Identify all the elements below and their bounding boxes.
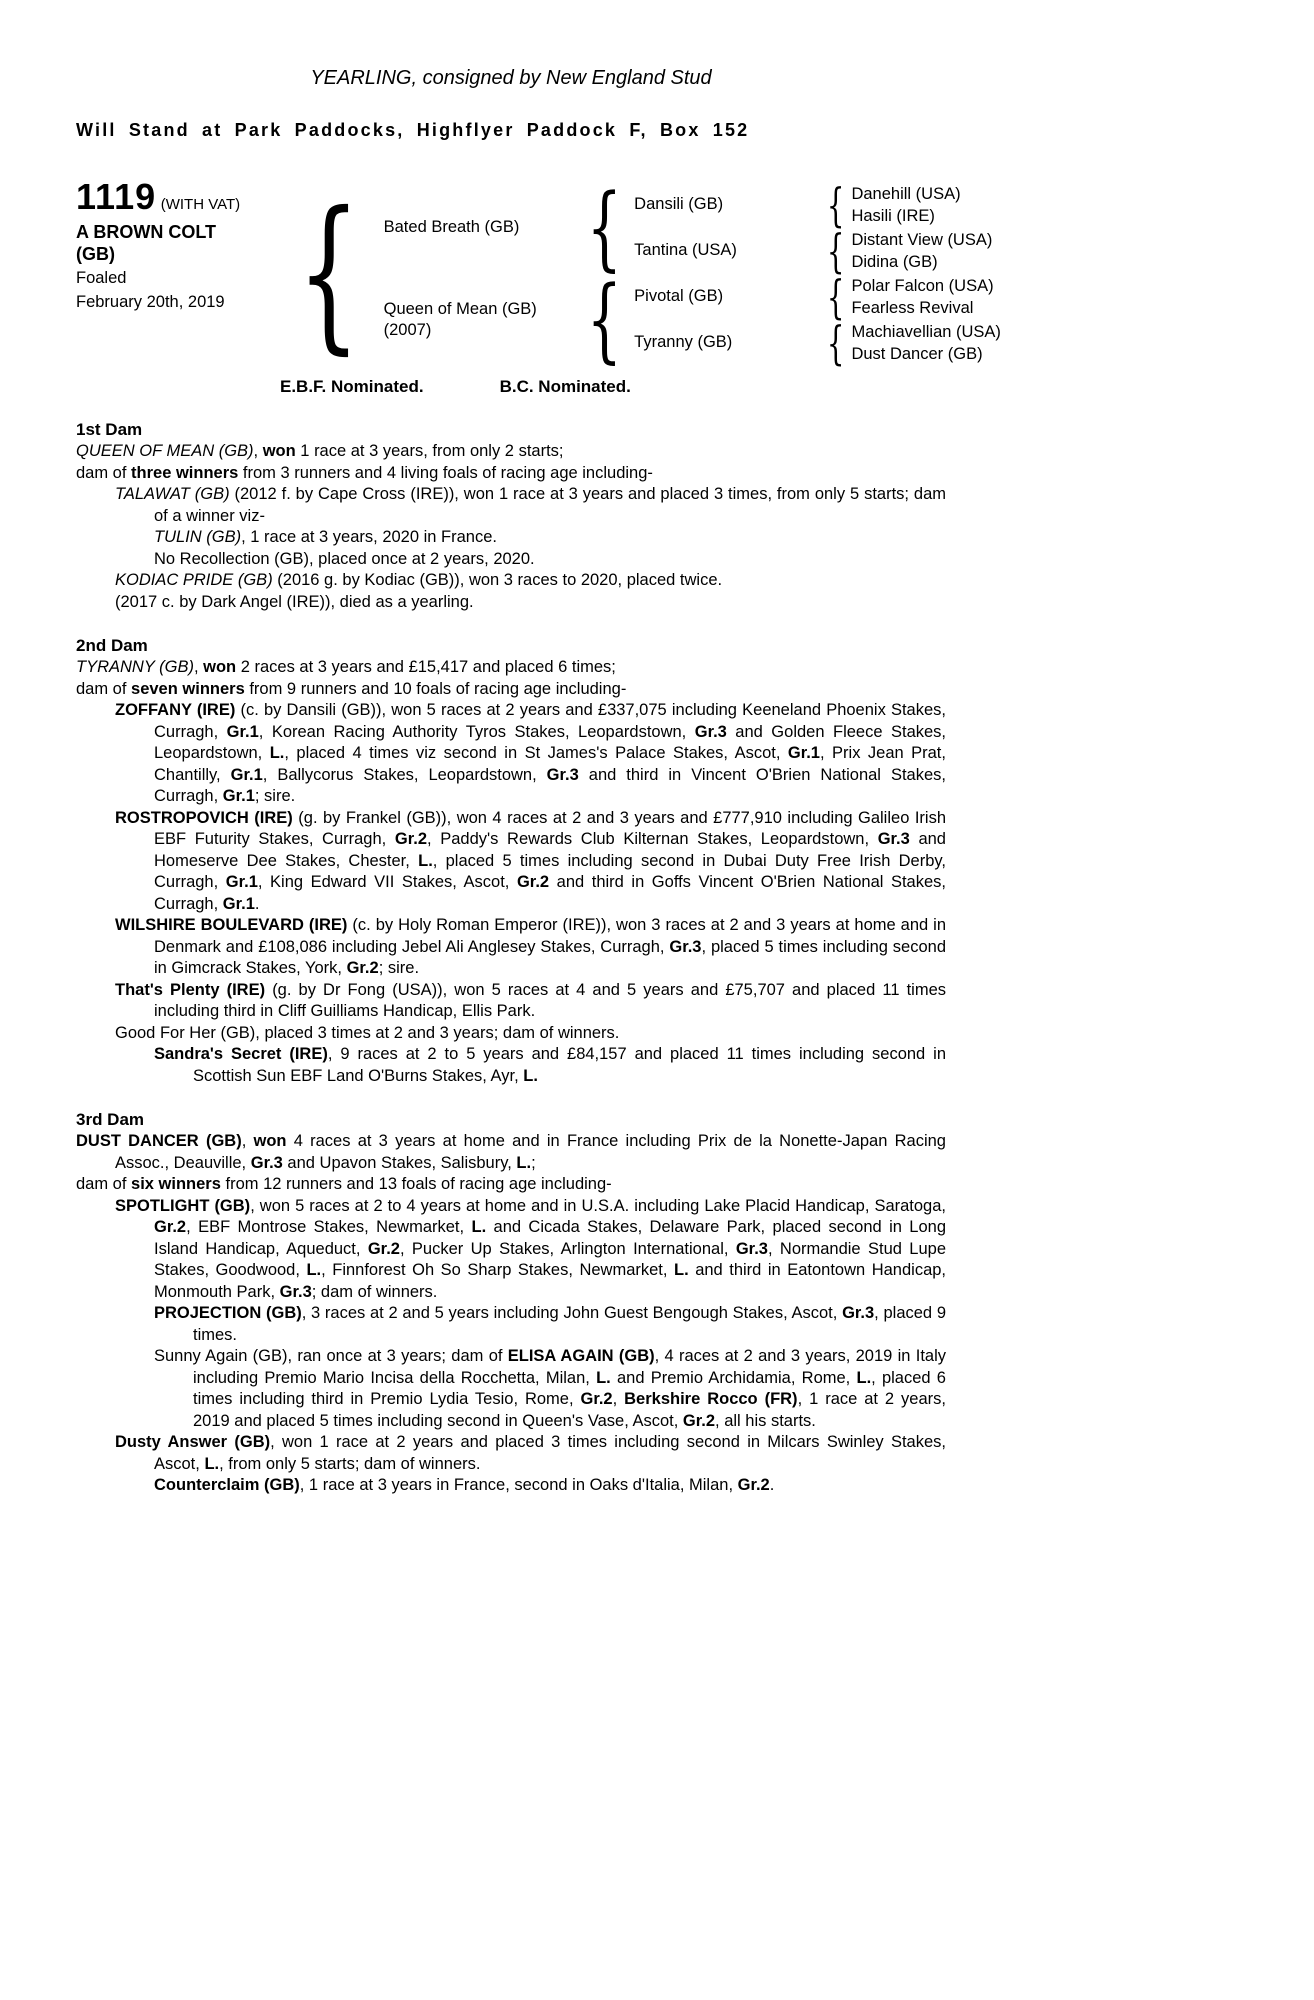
text-segment: Gr.1: [222, 894, 255, 913]
text-segment: , 1 race at 2 years, 2019 and placed 5 times including second in Queen's Vase, Ascot,: [193, 1390, 946, 1430]
pedigree-tree: [276, 173, 1001, 373]
text-segment: , 1 race at 3 years, 2020 in France.: [241, 528, 497, 546]
text-segment: Gr.2: [737, 1476, 770, 1494]
dam-sire-sire-name: Polar Falcon (USA): [851, 276, 994, 295]
text-segment: from 3 runners and 4 living foals of racing age including-: [238, 463, 653, 482]
dam-dam-sire-name: Machiavellian (USA): [851, 322, 1001, 341]
text-segment: SPOTLIGHT (GB): [115, 1196, 251, 1215]
text-segment: No Recollection (GB), placed once at 2 years, 2020.: [154, 549, 535, 568]
dam-sire-brace-icon: {: [827, 269, 845, 324]
dam-heading: 1st Dam: [76, 420, 143, 439]
text-segment: , 1 race at 3 years in France, second in Oaks d'Italia, Milan,: [299, 1476, 738, 1494]
text-segment: , placed 4 times viz second in St James's Palace Stakes, Ascot,: [284, 744, 788, 762]
text-segment: L.: [471, 1218, 487, 1236]
vat-note: (WITH VAT): [160, 195, 241, 213]
text-segment: ROSTROPOVICH (IRE): [115, 808, 293, 827]
dam-sire-name: Pivotal (GB): [634, 287, 724, 305]
text-segment: That's Plenty (IRE): [115, 980, 266, 999]
text-segment: , Finnforest Oh So Sharp Stakes, Newmarket,: [321, 1261, 674, 1279]
stand-location: Will Stand at Park Paddocks, Highflyer Paddock F, Box 152: [76, 120, 750, 140]
text-segment: , won 5 races at 2 to 4 years at home and in U.S.A. including Lake Placid Handicap, Saratoga,: [250, 1196, 946, 1215]
dam-dam-brace-icon: {: [827, 315, 845, 370]
text-segment: L.: [204, 1454, 220, 1473]
text-segment: Gr.1: [225, 873, 258, 891]
sire-sire-name: Dansili (GB): [634, 195, 724, 213]
dam-dam-dam-name: Dust Dancer (GB): [851, 344, 983, 363]
sire-dam-parents: [851, 228, 992, 274]
text-segment: Gr.2: [580, 1390, 613, 1408]
text-segment: and third in Goffs Vincent O'Brien National Stakes, Curragh,: [154, 873, 946, 913]
dam-brace-icon: {: [586, 265, 622, 373]
text-segment: from 12 runners and 13 foals of racing age including-: [220, 1175, 612, 1193]
text-segment: 4 races at 3 years at home and in France including Prix de la Nonette-Japan Racing Assoc., Deauville,: [115, 1132, 946, 1172]
text-segment: TULIN (GB): [154, 528, 242, 546]
sire-brace-icon: {: [586, 173, 622, 281]
text-segment: , 3 races at 2 and 5 years including John Guest Bengough Stakes, Ascot,: [301, 1304, 843, 1322]
pedigree-paragraph: [76, 1475, 946, 1497]
text-segment: , from only 5 starts; dam of winners.: [219, 1454, 481, 1473]
dam-name-text: Queen of Mean (GB): [383, 299, 537, 318]
text-segment: WILSHIRE BOULEVARD (IRE): [115, 916, 348, 934]
pedigree-paragraph: [76, 484, 946, 527]
text-segment: and Golden Fleece Stakes, Leopardstown,: [154, 722, 947, 762]
text-segment: (c. by Holy Roman Emperor (IRE)), won 3 races at 2 and 3 years at home and in Denmark and £108,086 including Jebel Ali Anglesey Stakes, Curragh,: [154, 916, 946, 956]
dam-sections: [76, 419, 946, 1497]
lot-info: [76, 175, 276, 314]
text-segment: and third in Vincent O'Brien National Stakes, Curragh,: [154, 765, 946, 805]
pedigree-paragraph: [76, 592, 946, 614]
text-segment: three winners: [131, 463, 239, 482]
sire-branch: [383, 173, 1001, 281]
pedigree-paragraph: [76, 1346, 946, 1432]
foaled-date: February 20th, 2019: [76, 293, 225, 311]
generation-1: [383, 173, 1001, 373]
text-segment: , Korean Racing Authority Tyros Stakes, Leopardstown,: [258, 722, 695, 741]
pedigree-paragraph: [76, 527, 946, 549]
text-segment: L.: [516, 1153, 532, 1172]
pedigree-paragraph: [76, 808, 946, 916]
dam-branch: [383, 265, 1001, 373]
consignment-title: YEARLING, consigned by New England Stud: [310, 67, 712, 89]
text-segment: won: [253, 1132, 287, 1150]
text-segment: ,: [612, 1390, 625, 1408]
text-segment: Berkshire Rocco (FR): [624, 1390, 798, 1408]
text-segment: , 9 races at 2 to 5 years and £84,157 and placed 11 times including second in Scottish Sun EBF Land O'Burns Stakes, Ayr,: [193, 1045, 947, 1085]
text-segment: Gr.1: [226, 722, 259, 741]
text-segment: seven winners: [131, 679, 245, 698]
horse-description: A BROWN COLT (GB): [76, 222, 216, 264]
text-segment: from 9 runners and 10 foals of racing age including-: [244, 679, 627, 698]
text-segment: six winners: [131, 1175, 221, 1193]
text-segment: Gr.3: [669, 937, 702, 956]
pedigree-paragraph: [76, 1131, 946, 1174]
text-segment: Gr.2: [346, 959, 379, 977]
text-segment: L.: [269, 744, 285, 762]
text-segment: QUEEN OF MEAN (GB): [76, 442, 254, 460]
text-segment: Gr.3: [279, 1282, 312, 1301]
text-segment: L.: [596, 1368, 611, 1387]
text-segment: Gr.3: [546, 765, 579, 784]
text-segment: and third in Eatontown Handicap, Monmouth Park,: [154, 1261, 947, 1301]
text-segment: dam of: [76, 679, 132, 698]
pedigree-paragraph: [76, 700, 946, 808]
text-segment: L.: [306, 1261, 322, 1279]
text-segment: , placed 5 times including second in Dubai Duty Free Irish Derby, Curragh,: [154, 851, 946, 891]
dam-year-text: (2007): [383, 320, 432, 339]
dam-sire-dam-name: Fearless Revival: [851, 298, 974, 317]
sire-sire-parents: [851, 182, 960, 228]
text-segment: , Prix Jean Prat, Chantilly,: [154, 744, 946, 784]
text-segment: ; sire.: [378, 959, 420, 977]
text-segment: ,: [253, 442, 263, 460]
text-segment: 2 races at 3 years and £15,417 and placed 6 times;: [236, 658, 616, 676]
text-segment: , all his starts.: [715, 1411, 816, 1430]
ebf-nominated: E.B.F. Nominated.: [280, 376, 424, 396]
pedigree-paragraph: [76, 1044, 946, 1087]
text-segment: ;: [531, 1153, 536, 1172]
text-segment: , Paddy's Rewards Club Kilternan Stakes, Leopardstown,: [427, 830, 878, 848]
text-segment: Gr.3: [877, 830, 910, 848]
text-segment: ; sire.: [254, 787, 296, 805]
text-segment: (g. by Dr Fong (USA)), won 5 races at 4 and 5 years and £75,707 and placed 11 times including third in Cliff Guilliams Handicap, Ellis Park.: [154, 980, 946, 1020]
text-segment: , placed 6 times including third in Premio Lydia Tesio, Rome,: [193, 1368, 946, 1408]
catalog-page: [76, 0, 1001, 1497]
text-segment: and Upavon Stakes, Salisbury,: [282, 1153, 517, 1172]
text-segment: TYRANNY (GB): [76, 658, 194, 676]
sire-dam-dam-name: Didina (GB): [851, 252, 938, 271]
dam-dam-parents: [851, 320, 1000, 366]
pedigree-paragraph: [76, 1303, 946, 1346]
text-segment: Gr.3: [694, 722, 727, 741]
text-segment: (g. by Frankel (GB)), won 4 races at 2 and 3 years and £777,910 including Galileo Irish EBF Futurity Stakes, Curragh,: [154, 808, 946, 848]
text-segment: .: [254, 894, 260, 913]
text-segment: ZOFFANY (IRE): [115, 701, 236, 719]
text-segment: PROJECTION (GB): [154, 1304, 302, 1322]
pedigree-block: [76, 173, 1001, 373]
text-segment: Gr.2: [154, 1218, 187, 1236]
text-segment: Sandra's Secret (IRE): [154, 1045, 328, 1063]
pedigree-paragraph: [76, 1023, 946, 1045]
lot-number-line: [76, 175, 276, 217]
text-segment: , 4 races at 2 and 3 years, 2019 in Italy including Premio Mario Incisa della Rocchetta, Milan,: [193, 1347, 946, 1387]
text-segment: ,: [241, 1132, 254, 1150]
pedigree-paragraph: [76, 1174, 946, 1196]
pedigree-paragraph: [76, 463, 946, 485]
text-segment: KODIAC PRIDE (GB): [115, 571, 273, 589]
text-segment: L.: [523, 1066, 538, 1085]
pedigree-paragraph: [76, 441, 946, 463]
sire-parents: [634, 177, 993, 278]
sire-dam-branch: [634, 223, 993, 278]
nominations: [280, 376, 946, 398]
sire-sire-branch: [634, 177, 992, 232]
text-segment: dam of: [76, 463, 132, 482]
dam-parents: [634, 269, 1001, 370]
text-segment: (c. by Dansili (GB)), won 5 races at 2 years and £337,075 including Keeneland Phoenix Stakes, Curragh,: [154, 701, 946, 741]
dam-dam-branch: [634, 315, 1001, 370]
dam-name: [384, 299, 574, 341]
dam-sire-branch: [634, 269, 1001, 324]
dam-heading: 3rd Dam: [76, 1110, 145, 1129]
text-segment: , Normandie Stud Lupe Stakes, Goodwood,: [154, 1239, 946, 1279]
text-segment: , Pucker Up Stakes, Arlington International,: [399, 1239, 736, 1258]
text-segment: L.: [674, 1261, 689, 1279]
text-segment: L.: [856, 1368, 872, 1387]
text-segment: , King Edward VII Stakes, Ascot,: [257, 873, 517, 891]
lot-number: 1119: [76, 175, 157, 217]
text-segment: Gr.2: [516, 873, 550, 891]
text-segment: Good For Her (GB), placed 3 times at 2 and 3 years; dam of winners.: [115, 1023, 620, 1042]
text-segment: Gr.2: [367, 1239, 400, 1258]
text-segment: .: [769, 1476, 775, 1494]
text-segment: (2017 c. by Dark Angel (IRE)), died as a yearling.: [115, 592, 474, 611]
text-segment: ; dam of winners.: [311, 1282, 438, 1301]
root-brace-icon: {: [297, 176, 361, 370]
text-segment: and Premio Archidamia, Rome,: [610, 1368, 857, 1387]
text-segment: Gr.2: [394, 830, 427, 848]
text-segment: , placed 5 times including second in Gimcrack Stakes, York,: [154, 937, 947, 977]
text-segment: , placed 9 times.: [193, 1304, 946, 1344]
dam-heading: 2nd Dam: [76, 636, 148, 655]
text-segment: , won 1 race at 2 years and placed 3 times including second in Milcars Swinley Stakes, Ascot,: [154, 1433, 946, 1473]
text-segment: ELISA AGAIN (GB): [507, 1347, 655, 1365]
text-segment: Sunny Again (GB), ran once at 3 years; dam of: [154, 1347, 508, 1365]
sire-name: [384, 217, 574, 238]
pedigree-paragraph: [76, 1196, 946, 1304]
pedigree-paragraph: [76, 549, 946, 571]
text-segment: Gr.1: [222, 787, 255, 805]
text-segment: DUST DANCER (GB): [76, 1132, 242, 1150]
text-segment: Gr.1: [230, 765, 263, 784]
text-segment: Counterclaim (GB): [154, 1476, 300, 1494]
text-segment: dam of: [76, 1175, 132, 1193]
bc-nominated: B.C. Nominated.: [499, 376, 631, 396]
sire-dam-sire-name: Distant View (USA): [851, 230, 993, 249]
pedigree-paragraph: [76, 657, 946, 679]
text-segment: won: [203, 658, 237, 676]
pedigree-paragraph: [76, 679, 946, 701]
text-segment: 1 race at 3 years, from only 2 starts;: [295, 442, 564, 460]
text-segment: Gr.1: [787, 744, 820, 762]
text-segment: L.: [418, 851, 433, 870]
dam-dam-name: Tyranny (GB): [634, 333, 733, 351]
text-segment: Gr.2: [682, 1411, 716, 1430]
text-segment: Gr.3: [250, 1153, 283, 1172]
text-segment: Gr.3: [735, 1239, 768, 1258]
sire-sire-sire-name: Danehill (USA): [851, 184, 961, 203]
sire-sire-brace-icon: {: [827, 177, 845, 232]
text-segment: won: [262, 442, 296, 460]
text-segment: , Ballycorus Stakes, Leopardstown,: [262, 765, 547, 784]
text-segment: (2016 g. by Kodiac (GB)), won 3 races to 2020, placed twice.: [272, 571, 723, 589]
text-segment: and Homeserve Dee Stakes, Chester,: [154, 830, 946, 870]
text-segment: TALAWAT (GB): [115, 485, 230, 503]
text-segment: Dusty Answer (GB): [115, 1433, 271, 1451]
text-segment: and Cicada Stakes, Delaware Park, placed second in Long Island Handicap, Aqueduct,: [154, 1218, 947, 1258]
pedigree-paragraph: [76, 915, 946, 980]
sire-dam-brace-icon: {: [827, 223, 845, 278]
sire-dam-name: Tantina (USA): [634, 241, 737, 259]
dam-sire-parents: [851, 274, 993, 320]
pedigree-paragraph: [76, 980, 946, 1023]
foaled-label: Foaled: [76, 269, 127, 287]
sire-name-text: Bated Breath (GB): [383, 218, 520, 236]
text-segment: (2012 f. by Cape Cross (IRE)), won 1 race at 3 years and placed 3 times, from only 5 starts; dam of a winner viz-: [154, 485, 946, 525]
sire-sire-dam-name: Hasili (IRE): [851, 206, 935, 225]
text-segment: , EBF Montrose Stakes, Newmarket,: [186, 1218, 472, 1236]
pedigree-paragraph: [76, 1432, 946, 1475]
pedigree-paragraph: [76, 570, 946, 592]
text-segment: ,: [193, 658, 204, 676]
text-segment: Gr.3: [842, 1304, 875, 1322]
